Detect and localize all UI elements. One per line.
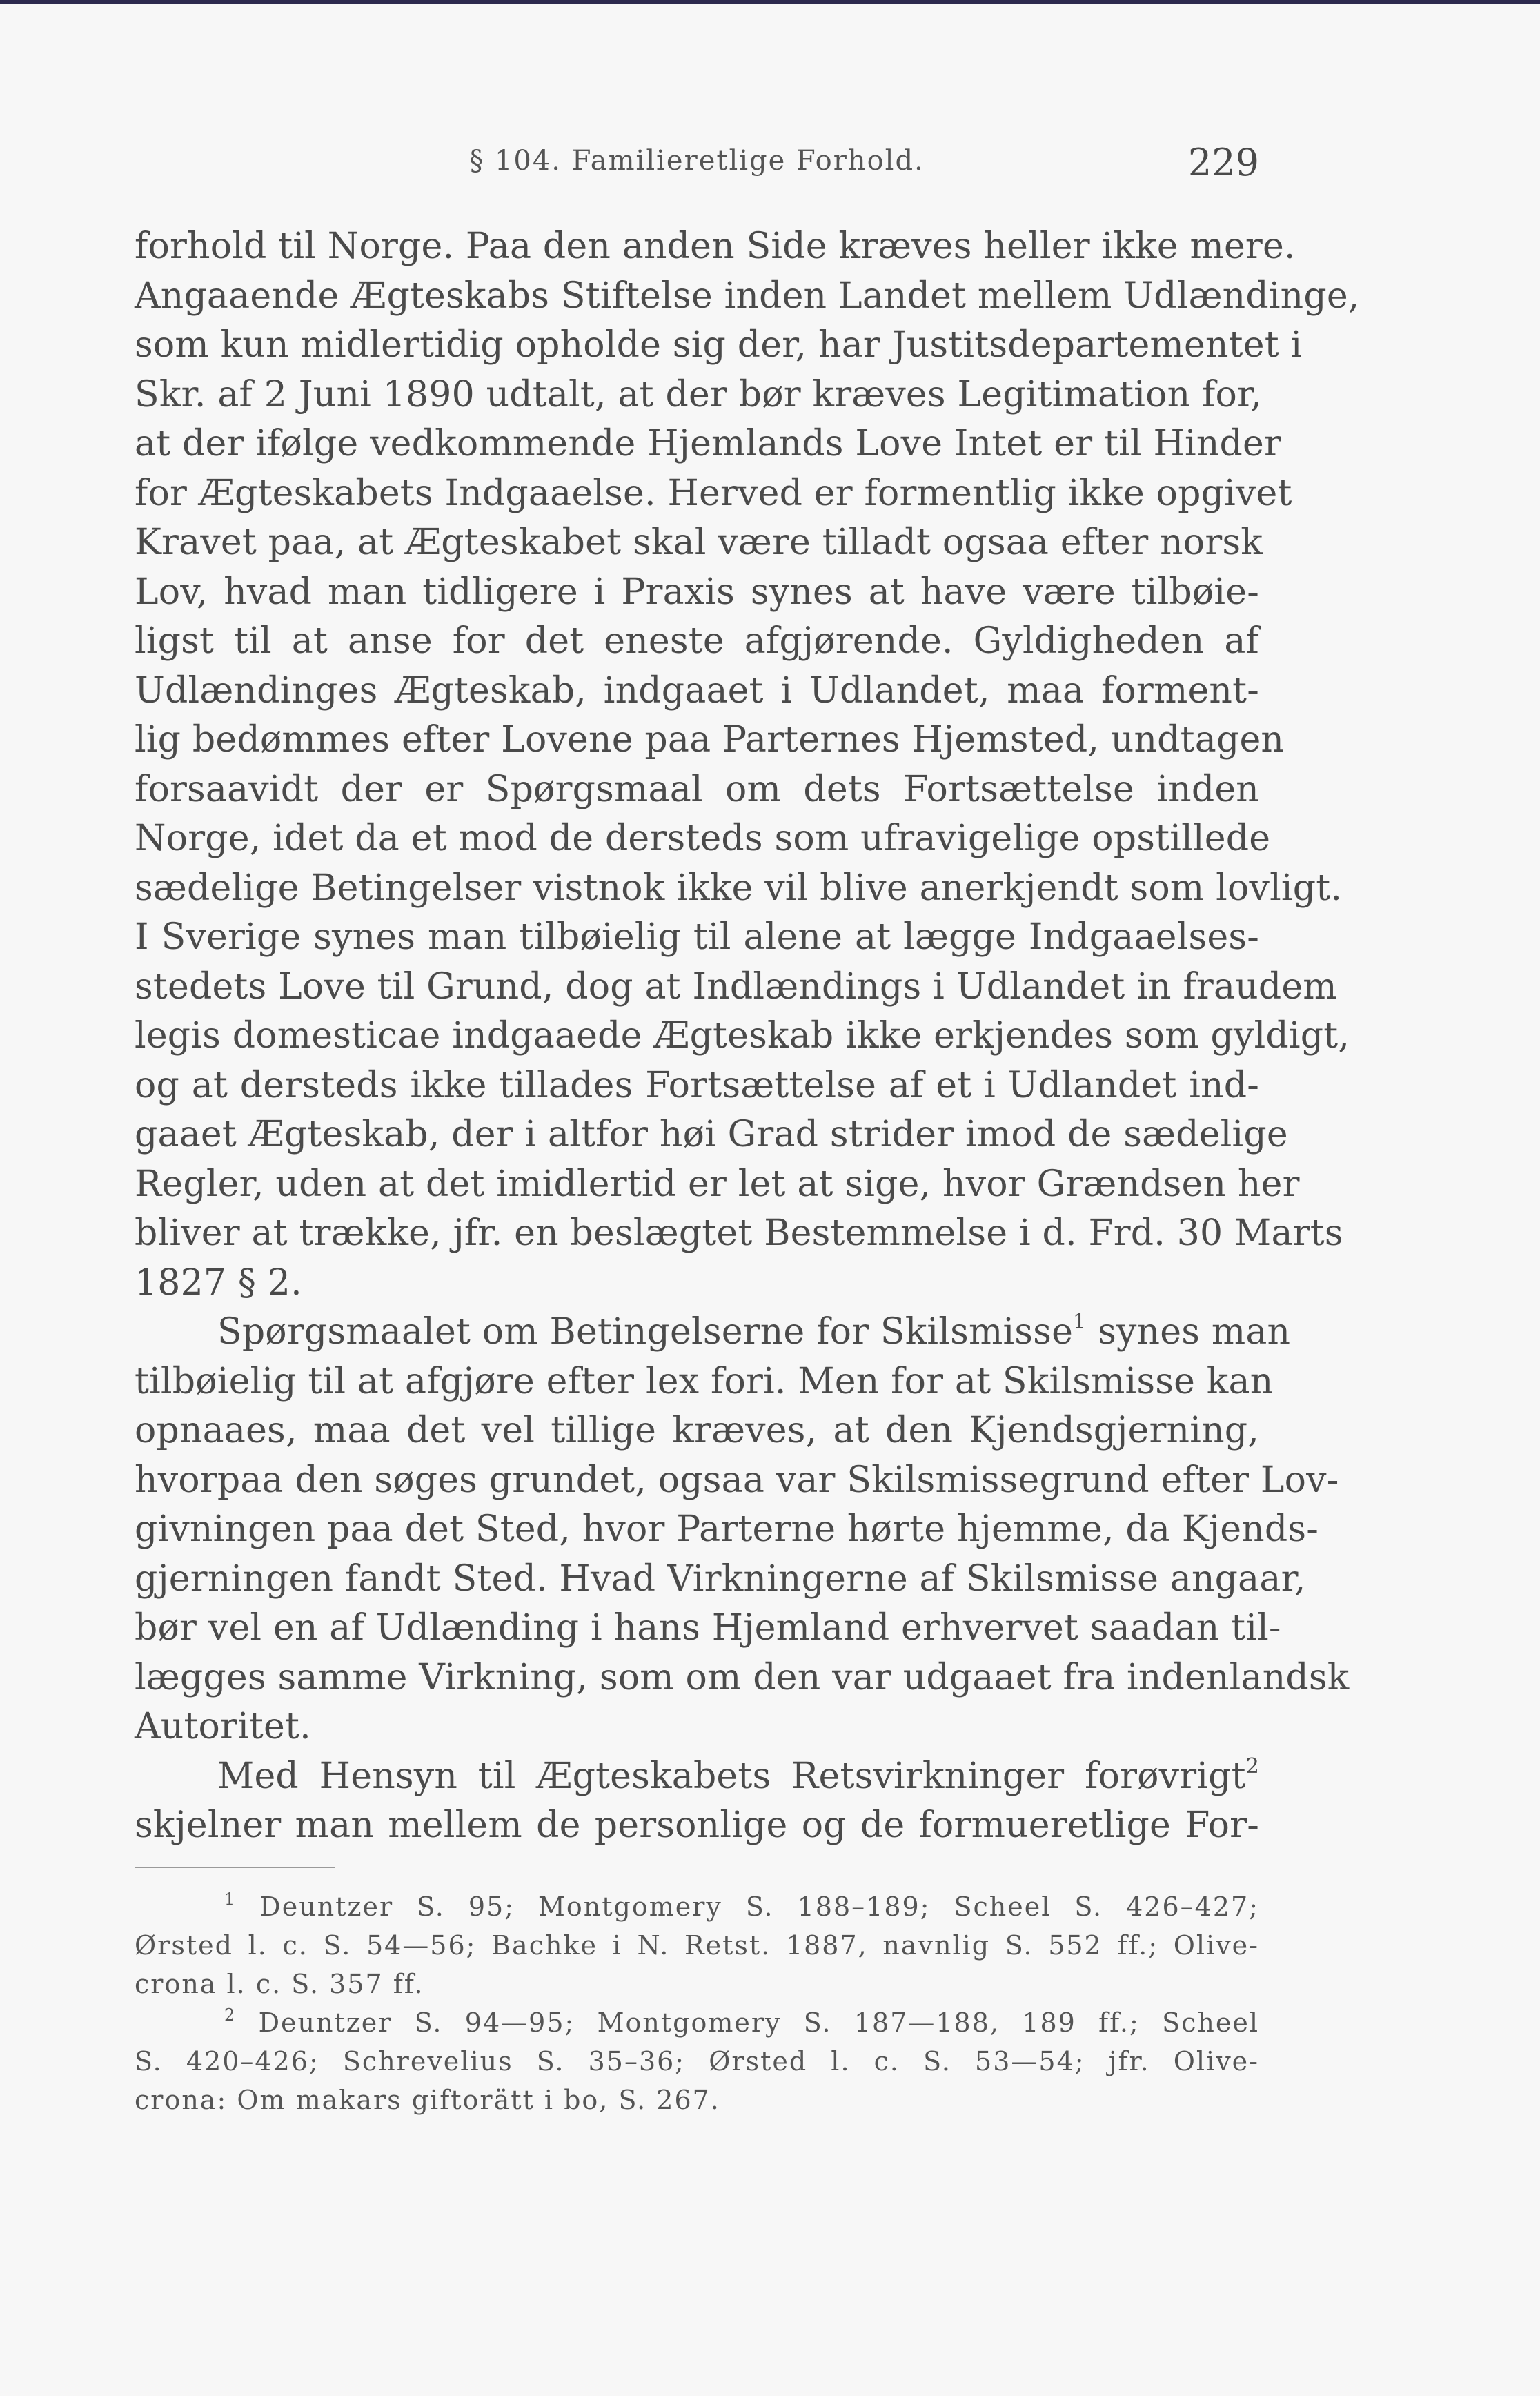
- text-line: [135, 1259, 1259, 1308]
- text-line: [135, 913, 1259, 963]
- text-line: [135, 864, 1343, 914]
- text-line-text: at der ifølge vedkommende Hjemlands Love Intet er til Hinder: [135, 423, 1282, 464]
- text-line-text: Regler, uden at det imidlertid er let at sige, hvor Grændsen her: [135, 1163, 1300, 1205]
- running-head: § 104. Familieretlige Forhold.: [469, 145, 925, 177]
- footnote-marker: 2: [224, 2005, 237, 2025]
- text-line: [135, 469, 1292, 519]
- text-line-text: for Ægteskabets Indgaaelse. Herved er formentlig ikke opgivet: [135, 472, 1292, 514]
- text-line-text: Kravet paa, at Ægteskabet skal være tilladt ogsaa efter norsk: [135, 522, 1263, 563]
- text-line-text: Autoritet.: [135, 1706, 311, 1747]
- text-line: [135, 1505, 1319, 1555]
- text-line: [135, 420, 1282, 469]
- footnote-marker: 2: [1245, 1754, 1259, 1778]
- text-line: [135, 1110, 1288, 1160]
- footnote-marker: 1: [1073, 1310, 1087, 1334]
- text-line-text: opnaaes, maa det vel tillige kræves, at den Kjendsgjerning,: [135, 1410, 1259, 1451]
- text-line-text: tilbøielig til at afgjøre efter lex fori. Men for at Skilsmisse kan: [135, 1360, 1274, 1402]
- footnote-line-text: Ørsted l. c. S. 54—56; Bachke i N. Retst. 1887, navnlig S. 552 ff.; Olive-: [135, 1930, 1259, 1961]
- text-line-text: legis domesticae indgaaede Ægteskab ikke erkjendes som gyldigt,: [135, 1015, 1350, 1057]
- text-line-text: givningen paa det Sted, hvor Parterne hørte hjemme, da Kjends-: [135, 1509, 1319, 1550]
- text-line-text: Lov, hvad man tidligere i Praxis synes at have være tilbøie-: [135, 571, 1259, 613]
- text-line: [135, 963, 1337, 1012]
- text-line: [135, 272, 1360, 322]
- footnote-line: [135, 1887, 1259, 1926]
- text-line: [135, 321, 1303, 371]
- text-line: [135, 1012, 1350, 1061]
- text-line-text: 1827 § 2.: [135, 1261, 302, 1304]
- text-line: [135, 667, 1259, 716]
- text-line: [135, 1160, 1300, 1210]
- footnotes: [135, 1887, 1259, 2119]
- text-line: [135, 716, 1285, 765]
- text-line: [135, 1357, 1274, 1407]
- text-line-text: som kun midlertidig opholde sig der, har Justitsdepartementet i: [135, 324, 1303, 366]
- footnote-rule: [135, 1867, 335, 1868]
- text-line: [135, 222, 1296, 272]
- text-line-text: I Sverige synes man tilbøielig til alene at lægge Indgaaelses-: [135, 916, 1259, 958]
- text-line-text: og at dersteds ikke tillades Fortsættelse af et i Udlandet ind-: [135, 1064, 1259, 1106]
- text-line: [135, 1702, 1259, 1752]
- text-line: [135, 1061, 1259, 1111]
- text-line: [135, 1653, 1350, 1703]
- text-line-text: gjerningen fandt Sted. Hvad Virkningerne af Skilsmisse angaar,: [135, 1558, 1306, 1600]
- text-line: [135, 1604, 1281, 1653]
- footnote-line: [135, 2003, 1259, 2042]
- text-line: [135, 1456, 1339, 1506]
- footnote-line-text: crona: Om makars giftorätt i bo, S. 267.: [135, 2085, 720, 2115]
- text-line-text: synes man: [1086, 1311, 1291, 1353]
- text-line-text: lægges samme Virkning, som om den var udgaaet fra indenlandsk: [135, 1656, 1350, 1698]
- text-line: [135, 814, 1271, 864]
- body-text: [135, 222, 1360, 1851]
- footnote-line: [135, 2081, 1259, 2119]
- text-line: [135, 617, 1259, 667]
- footnote-line-text: crona l. c. S. 357 ff.: [135, 1969, 424, 1999]
- footnote-line-text: S. 420–426; Schrevelius S. 35–36; Ørsted l. c. S. 53—54; jfr. Olive-: [135, 2046, 1259, 2076]
- text-line: [135, 1406, 1259, 1456]
- text-line-text: Udlændinges Ægteskab, indgaaet i Udlandet, maa forment-: [135, 669, 1259, 711]
- text-line-text: lig bedømmes efter Lovene paa Parternes Hjemsted, undtagen: [135, 719, 1285, 760]
- text-line: [135, 1308, 1291, 1357]
- text-line-text: Spørgsmaalet om Betingelserne for Skilsmisse: [217, 1311, 1074, 1353]
- footnote-line: [135, 1926, 1259, 1965]
- page-number: 229: [1187, 141, 1259, 184]
- text-line: [135, 1209, 1343, 1259]
- text-line-text: forhold til Norge. Paa den anden Side kræves heller ikke mere.: [135, 226, 1296, 267]
- text-line-text: skjelner man mellem de personlige og de formueretlige For-: [135, 1805, 1259, 1846]
- text-line: [135, 568, 1259, 618]
- text-line-text: Skr. af 2 Juni 1890 udtalt, at der bør kræves Legitimation for,: [135, 373, 1263, 415]
- footnote-line-text: Deuntzer S. 95; Montgomery S. 188–189; Scheel S. 426–427;: [236, 1892, 1259, 1922]
- text-line: [135, 518, 1263, 568]
- text-line-text: Med Hensyn til Ægteskabets Retsvirkninger forøvrigt: [217, 1755, 1246, 1797]
- footnote-line: [135, 2042, 1259, 2081]
- page-header: [135, 141, 1259, 193]
- text-line-text: gaaet Ægteskab, der i altfor høi Grad strider imod de sædelige: [135, 1114, 1288, 1155]
- footnote-line: [135, 1965, 1259, 2003]
- footnote-line-text: Deuntzer S. 94—95; Montgomery S. 187—188, 189 ff.; Scheel: [236, 2007, 1259, 2038]
- text-line-text: sædelige Betingelser vistnok ikke vil blive anerkjendt som lovligt.: [135, 867, 1343, 909]
- text-line-text: Angaaende Ægteskabs Stiftelse inden Landet mellem Udlændinge,: [135, 275, 1360, 317]
- text-line: [135, 371, 1263, 420]
- text-line-text: forsaavidt der er Spørgsmaal om dets Fortsættelse inden: [135, 768, 1259, 810]
- scan-top-edge: [0, 0, 1540, 4]
- text-line-text: ligst til at anse for det eneste afgjørende. Gyldigheden af: [135, 620, 1259, 662]
- text-line: [135, 1801, 1259, 1851]
- text-line-text: hvorpaa den søges grundet, ogsaa var Skilsmissegrund efter Lov-: [135, 1459, 1339, 1501]
- text-line-text: stedets Love til Grund, dog at Indlændings i Udlandet in fraudem: [135, 965, 1337, 1008]
- text-line: [135, 1555, 1306, 1604]
- text-line: [135, 1752, 1259, 1802]
- text-line-text: bør vel en af Udlænding i hans Hjemland erhvervet saadan til-: [135, 1607, 1281, 1649]
- text-line: [135, 765, 1259, 815]
- text-line-text: Norge, idet da et mod de dersteds som ufravigelige opstillede: [135, 818, 1271, 859]
- text-line-text: bliver at trække, jfr. en beslægtet Bestemmelse i d. Frd. 30 Marts: [135, 1212, 1343, 1254]
- footnote-marker: 1: [224, 1889, 237, 1909]
